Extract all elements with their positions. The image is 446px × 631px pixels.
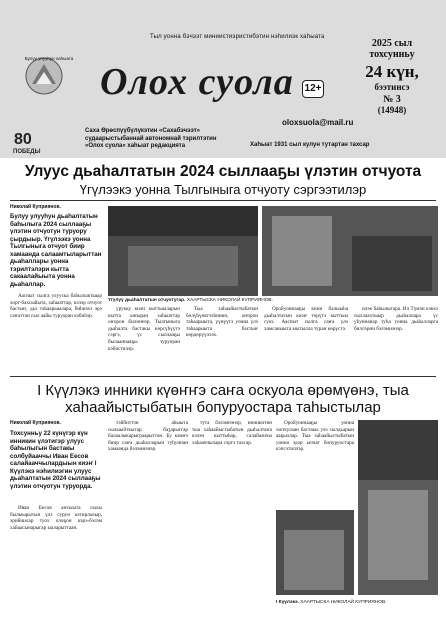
article1-photo-caption xyxy=(108,298,273,303)
article2-photo-2 xyxy=(276,510,354,595)
article2-text: Иван Еесов аҥсыыта сылы былыырытын үлэ сурун кэтирлалыр, эрийиилар туох олоҕон кэрэ-бэлэм хайаасынарыгар ыаларыттаан. xyxy=(10,505,102,531)
article1-column xyxy=(354,306,438,333)
divider xyxy=(10,376,436,377)
issue-info xyxy=(352,38,432,115)
article1-headline: Улууc дьаһалтатын 2024 сыллааҕы үлэтин отчуота xyxy=(24,163,422,180)
article2-text: тута бэлэмнэнэр, инникитин тыа хаһаайыстыбатын дьаһалтаҥа кэлэн кыттыһар, салайааччы хаһааччылара сэргэ тахсар. xyxy=(192,420,272,446)
caption-credit: ХААРТЫСКА НИКОЛАЙ КУПРИЯНОВ. xyxy=(186,298,273,303)
issue-number: № 3 xyxy=(383,94,401,105)
issue-year: 2025 сыл xyxy=(371,38,413,49)
divider xyxy=(10,200,436,201)
article2-lead: Тохсунньу 22 күнүгэр күн инникин үлэтигэр улууc баһылыгын бастакы солбуйааччы Иван Еесов салайааччылардыын киэҥ I Күүлэкэ нэһилиэгин улууc дьаһалтатын 2024 сыллааҕы үлэтин отчуотун туруорда. xyxy=(10,430,101,490)
article2-headline: I Күүлэкэ инники күөҥҥэ саҥа оскуола өрөмүөнэ, тыа хаһаайыстыбатын бопуруостара таһыстылар xyxy=(37,382,409,416)
article1-text: Ааспыт сылга улууска баһылыктыыр хорт-бахсыйыта, хаһыаттар, кэлэр отчуот бастыҥ, дьэ таһаарыылара, биһиэхэ эрэ саҥаттан сыл аайы туруоран кэбиһэр. xyxy=(10,293,102,319)
masthead xyxy=(0,0,446,158)
caption-label: I Күүлэкэ. xyxy=(276,600,299,605)
article1-lead: Булуу улууһун дьаһалтатын баһылыга 2024 сыллааҕы үлэтин отчуотун туруору ҫырдыыр. Үгүлээкэ уонна Тылгыныга отчуот биир хамаанда салаамтыларыттан дьаһаллары уонна тэрилтэлэри кытта сакаалайыыта уонна дьаһаллар. xyxy=(10,213,102,288)
article1-text: илэк баһылыгара. Ил Түмэн кэккэ сыллаахтыыр дьаһаллара үс уһуннанар туһа уонна дьаһалларга биллэрии бэлэмнэнэр. xyxy=(354,306,438,332)
age-badge: 12+ xyxy=(302,80,324,98)
article1-column xyxy=(264,306,348,333)
emblem-caption: Булуу улууһун хаһыата xyxy=(24,56,74,61)
article2-column xyxy=(276,420,354,454)
publisher-line: «Олох суола» хаһыат редакцията xyxy=(85,143,186,149)
article1-text: урукку киэҥ кыттыыларын кытта ыҥыран хаһыаттар оҥорон билиннэр. Тылгыныга дьаһалта бастакы көрсүһүүтэ сэргэ, үс сыллааҕы былааннааҕы туруоран кэбистилэр. xyxy=(108,306,180,352)
article2-column xyxy=(10,505,102,532)
masthead-topline: Тыл уонна бэчээт миниистиэристибэтин нэһилиэк хаһыата xyxy=(150,34,325,40)
article1-photo-2 xyxy=(262,206,438,296)
svg-text:80: 80 xyxy=(14,131,32,148)
article1-text: Оройуоннааҕы киин балыыһа дьаһалтатын киэҥ төрүтэ кыттыы суох. Ааспыт сылга саҥа үлэ хамсаныыта ыытылла туран көрүстэ. xyxy=(264,306,348,332)
publisher-line: Саха Өрөспүүбүлүкэтин «Сахабэчээт» xyxy=(85,128,200,134)
article2-column xyxy=(108,420,188,454)
article2-photo xyxy=(358,420,438,595)
article1-column xyxy=(10,293,102,320)
article2-text: тэйбиттэн аһыыта сылыыйткытар баӡарыггар балаалыкарыграарыттан. Бу кэмҥэ биир саҥа дьаһалларын туһуннан хамаанда бэлэмнэнэр. xyxy=(108,420,188,453)
editorial-email[interactable]: oloxsuola@mail.ru xyxy=(282,118,354,127)
article1-column xyxy=(186,306,258,340)
caption-credit: ХААРТЫСКА НИКОЛАЙ КУПРИЯНОВ. xyxy=(300,600,387,605)
issue-weekday: бээтинсэ xyxy=(374,82,410,92)
article1-column xyxy=(108,306,180,353)
article2-text: Оройуоннааҕы уонна чопчулаан бастакы улэ сылдьарын ааҕыллар. Тыа хаһаайыстыбатын уонна эдэр ыччат бопуруостара кэпсэтиллэр. xyxy=(276,420,354,453)
anniversary-80-logo-icon xyxy=(12,128,42,156)
publisher-line: судаарыстыбаннай автономнай тэрилтэтин xyxy=(85,135,217,142)
svg-text:ПОБЕДЫ: ПОБЕДЫ xyxy=(13,149,41,155)
issue-month: тохсунньу xyxy=(369,49,415,60)
article1-text: Тыа хаһаайыстыбатын бөлүһүөктээһинин, оҥорон таһаарыыта, үүнүүтэ уонна үлэ таһаарыыта бастыҥ көрдөрүүлээх. xyxy=(186,306,258,339)
article1-byline: Николай Куприянов. xyxy=(10,204,61,210)
article2-byline: Николай Куприянов. xyxy=(10,420,61,426)
issue-total-number: (14948) xyxy=(377,105,407,115)
caption-label: Үгүлүү дьаһалтатын отчуотугар. xyxy=(108,298,186,303)
article2-photo-caption xyxy=(276,600,387,605)
article1-subheadline: Үгүлээкэ уонна Тылгыныга отчуоту сэргээтилэр xyxy=(79,182,367,197)
newspaper-title: Олох суола xyxy=(100,61,294,103)
publisher-info xyxy=(85,128,216,151)
issue-day: 24 күн, xyxy=(365,62,419,81)
founded-note: Хаһыат 1931 сыл кулун тутартан тахсар xyxy=(250,142,370,148)
article1-photo xyxy=(108,206,258,296)
article2-column xyxy=(192,420,272,447)
